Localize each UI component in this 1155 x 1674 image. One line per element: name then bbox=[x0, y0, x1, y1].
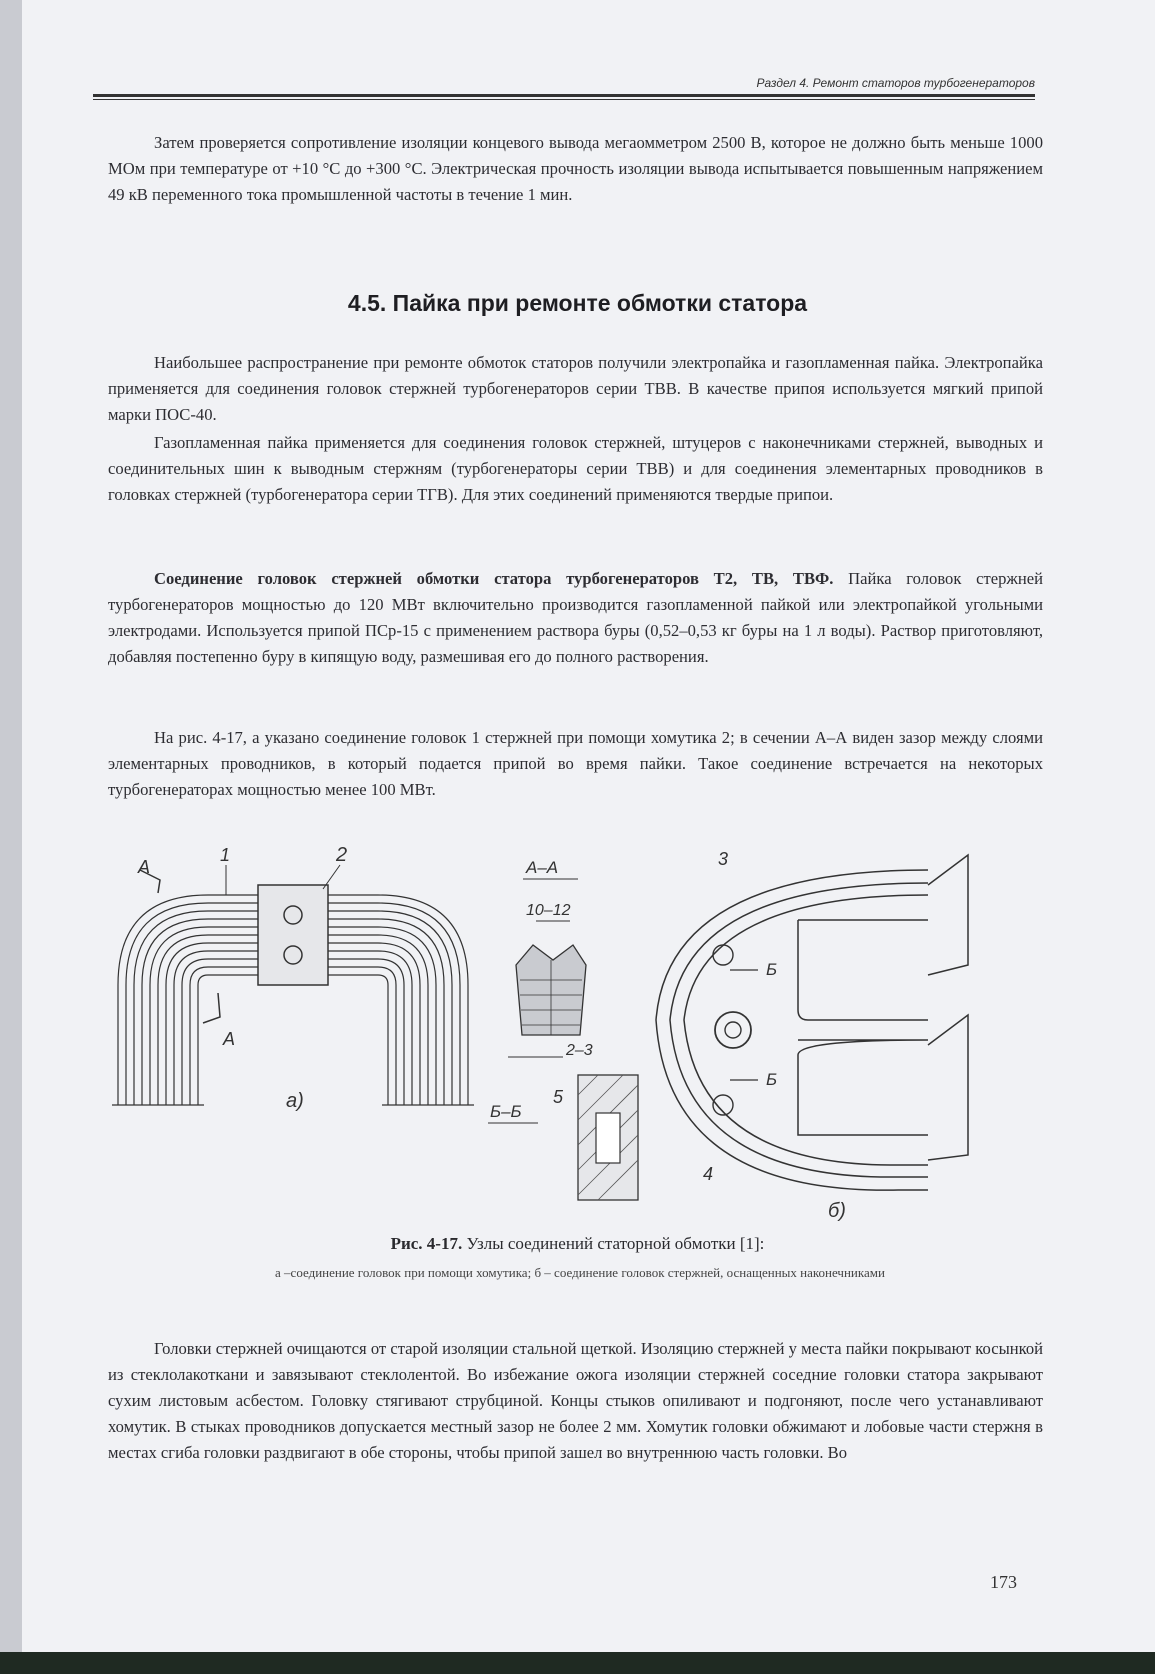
scan-bottom-edge bbox=[0, 1652, 1155, 1674]
lug-hole-center-outer bbox=[715, 1012, 751, 1048]
label-1: 1 bbox=[220, 845, 231, 865]
header-rule-thick bbox=[93, 94, 1035, 97]
label-section-AA: А–А bbox=[526, 858, 559, 877]
lug-hole-center-inner bbox=[725, 1022, 741, 1038]
clamp-2 bbox=[258, 885, 328, 985]
paragraph-4 bbox=[108, 566, 1043, 670]
caption-text: Узлы соединений статорной обмотки [1]: bbox=[462, 1234, 765, 1253]
label-b: б) bbox=[828, 1200, 846, 1222]
paragraph-4-text: Пайка головок стержней турбогенераторов мощностью до 120 МВт включительно производится газопламенной пайкой или электропайкой угольными электродами. Используется припой ПСр-15 с применением раствора буры (0,52–0,53 кг буры на 1 л воды). Раствор приготовляют, добавляя постепенно буру в кипящую воду, размешивая его до полного растворения. bbox=[108, 569, 1043, 666]
figure-caption-sub: а –соединение головок при помощи хомутика; б – соединение головок стержней, оснащенных наконечниками bbox=[275, 1265, 885, 1280]
caption-bold: Рис. 4-17. bbox=[390, 1234, 463, 1253]
label-A-bottom: А bbox=[223, 1029, 236, 1049]
page-left-shadow bbox=[0, 0, 22, 1652]
paragraph-3: Газопламенная пайка применяется для соединения головок стержней, штуцеров с наконечниками стержней, выводных и соединительных шин к выводным стержням (турбогенераторы серии ТВВ) и для соединения элементарных проводников в головках стержней (турбогенератора серии ТГВ). Для этих соединений применяются твердые припои. bbox=[108, 433, 1043, 504]
page-number: 173 bbox=[990, 1572, 1017, 1592]
diagram-b bbox=[656, 855, 968, 1190]
label-dim-10-12: 10–12 bbox=[526, 902, 571, 919]
section-mark-a-bottom bbox=[203, 993, 220, 1023]
figure-caption bbox=[0, 1234, 1155, 1254]
lug-hole-top bbox=[713, 945, 733, 965]
figure-4-17 bbox=[108, 845, 1043, 1225]
section-heading: 4.5. Пайка при ремонте обмотки статора bbox=[347, 290, 808, 316]
label-A-top: А bbox=[138, 857, 151, 877]
label-4: 4 bbox=[703, 1164, 714, 1184]
paragraph-2: Наибольшее распространение при ремонте обмоток статоров получили электропайка и газопламенная пайка. Электропайка применяется для соединения головок стержней турбогенераторов серии ТВВ. В качестве припоя используется мягкий припой марки ПОС-40. bbox=[108, 353, 1043, 424]
running-head: Раздел 4. Ремонт статоров турбогенераторов bbox=[756, 76, 1035, 90]
paragraph-5: На рис. 4-17, а указано соединение головок 1 стержней при помощи хомутика 2; в сечении А–А виден зазор между слоями элементарных проводников, в который подается припой во время пайки. Такое соединение встречается на некоторых турбогенераторах мощностью менее 100 МВт. bbox=[108, 728, 1043, 799]
header-rule-thin bbox=[93, 99, 1035, 100]
label-2: 2 bbox=[336, 845, 348, 866]
label-B-top: Б bbox=[766, 960, 778, 979]
paragraph-1: Затем проверяется сопротивление изоляции концевого вывода мегаомметром 2500 В, которое не должно быть меньше 1000 МОм при температуре от +10 °С до +300 °С. Электрическая прочность изоляции вывода испытывается повышенным напряжением 49 кВ переменного тока промышленной частоты в течение 1 мин. bbox=[108, 133, 1043, 204]
label-dim-2-3: 2–3 bbox=[566, 1042, 593, 1059]
paragraph-4-bold: Соединение головок стержней обмотки статора турбогенераторов Т2, ТВ, ТВФ. bbox=[154, 569, 834, 588]
label-3: 3 bbox=[718, 849, 729, 869]
label-a: а) bbox=[286, 1090, 304, 1112]
label-section-BB: Б–Б bbox=[490, 1102, 522, 1121]
paragraph-6: Головки стержней очищаются от старой изоляции стальной щеткой. Изоляцию стержней у места пайки покрывают косынкой из стеклолакоткани и завязывают стеклолентой. Во избежание ожога изоляции стержней соседние головки статора закрывают сухим листовым асбестом. Головку стягивают струбциной. Концы стыков опиливают и подгоняют, после чего устанавливают хомутик. В стыках проводников допускается местный зазор не более 2 мм. Хомутик головки обжимают и лобовые части стержня в местах сгиба головки раздвигают в обе стороны, чтобы припой зашел во внутреннюю часть головки. Во bbox=[108, 1339, 1043, 1462]
label-B-bottom: Б bbox=[766, 1070, 778, 1089]
label-5: 5 bbox=[553, 1087, 564, 1107]
